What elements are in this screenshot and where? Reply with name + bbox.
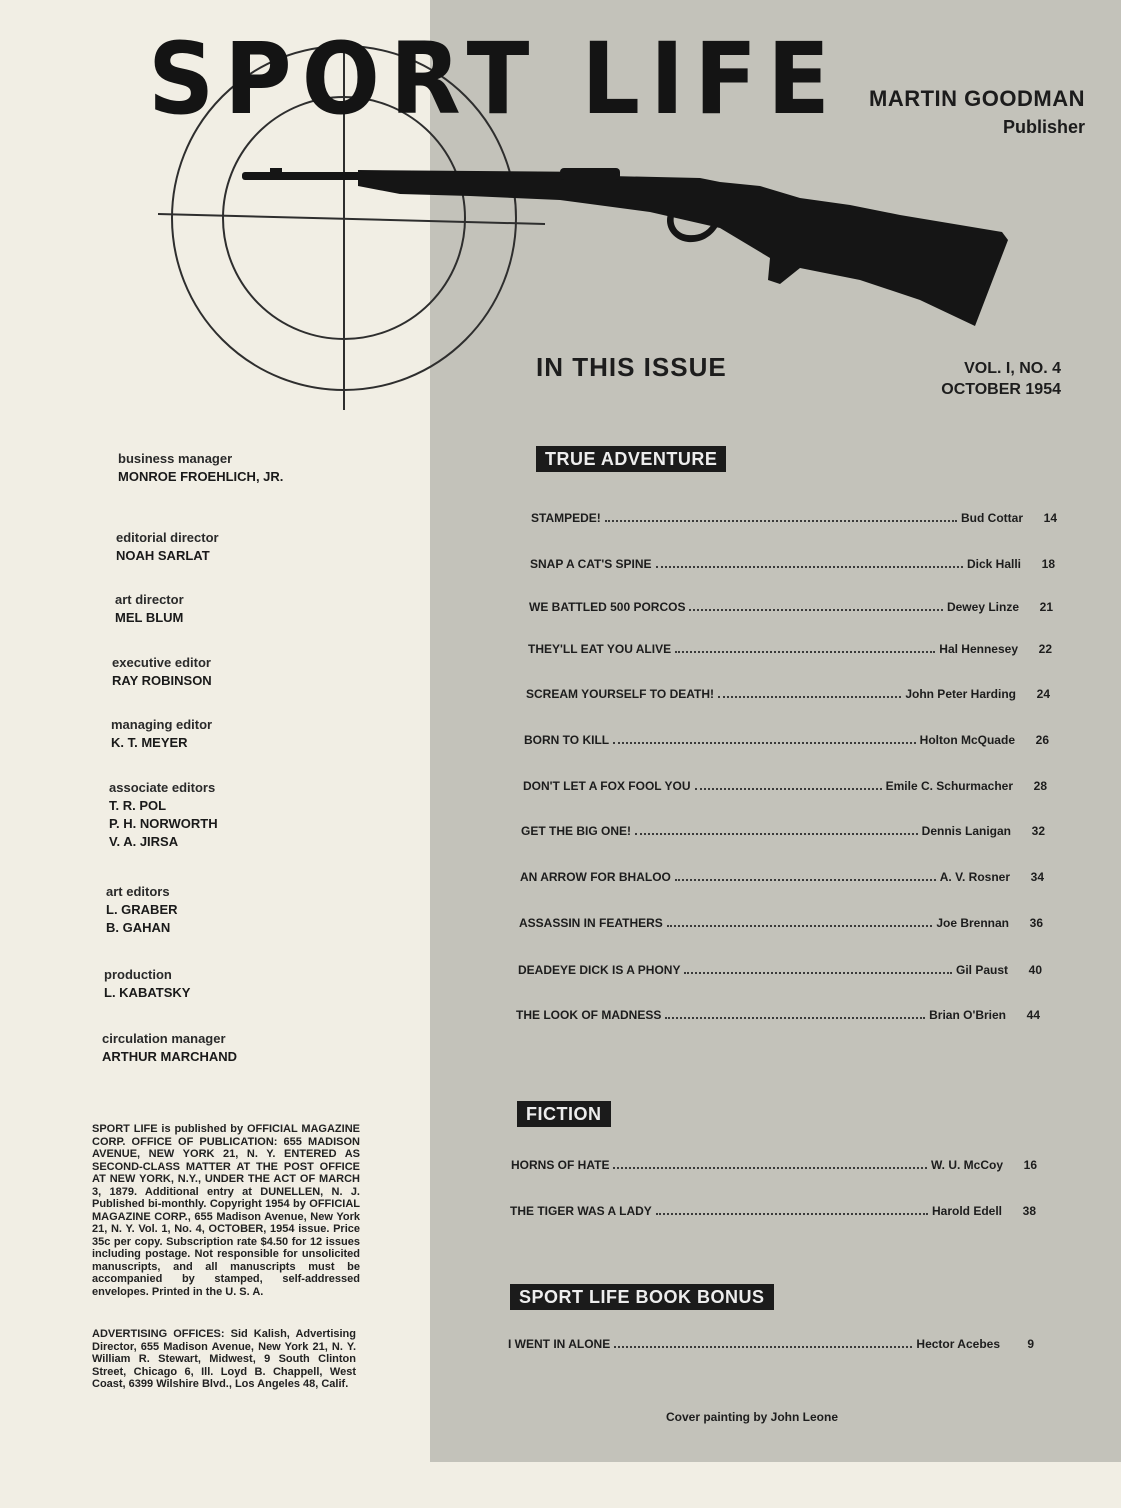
story-title: THE LOOK OF MADNESS [516,1008,662,1022]
paper-margin [430,1462,1121,1508]
staff-entry [102,1031,237,1064]
story-page: 36 [1029,916,1043,930]
section-book-bonus: SPORT LIFE BOOK BONUS [510,1284,774,1310]
story-author: Gil Paust [955,963,1008,977]
story-author: Dick Halli [966,557,1021,571]
staff-role: editorial director [116,530,219,545]
story-title: STAMPEDE! [531,511,601,525]
staff-name: B. GAHAN [106,920,171,935]
story-page: 34 [1030,870,1044,884]
story-page: 44 [1026,1008,1040,1022]
staff-role: business manager [118,451,233,466]
story-title: SNAP A CAT'S SPINE [530,557,652,571]
staff-entry [104,967,190,1000]
story-author: W. U. McCoy [930,1158,1003,1172]
story-title: THE TIGER WAS A LADY [510,1204,652,1218]
story-title: AN ARROW FOR BHALOO [520,870,671,884]
story-title: ASSASSIN IN FEATHERS [519,916,663,930]
toc-row [529,599,1053,617]
story-author: Dennis Lanigan [921,824,1011,838]
staff-entry [116,530,219,563]
staff-name: T. R. POL [109,798,167,813]
story-author: Hal Hennesey [939,642,1018,656]
staff-role: art director [115,592,184,607]
story-title: DEADEYE DICK IS A PHONY [518,963,681,977]
toc-row [516,1007,1040,1025]
staff-name: L. GRABER [106,902,178,917]
staff-entry [106,884,178,935]
story-title: BORN TO KILL [524,733,610,747]
story-title: DON'T LET A FOX FOOL YOU [523,779,691,793]
issue-date: OCTOBER 1954 [941,381,1061,398]
section-true-adventure: TRUE ADVENTURE [536,446,726,472]
staff-role: managing editor [111,717,213,732]
story-author: Hector Acebes [916,1337,1000,1351]
story-page: 22 [1038,642,1052,656]
toc-row [521,823,1045,841]
staff-name: RAY ROBINSON [112,673,212,688]
masthead-title: SPORT LIFE [148,21,840,137]
story-author: Brian O'Brien [929,1008,1006,1022]
issue-volume: VOL. I, NO. 4 [964,360,1061,377]
story-page: 18 [1041,557,1055,571]
story-page: 24 [1036,687,1050,701]
cover-credit: Cover painting by John Leone [666,1410,839,1424]
staff-role: art editors [106,884,170,899]
staff-name: ARTHUR MARCHAND [102,1049,238,1064]
story-page: 16 [1023,1158,1037,1172]
story-page: 26 [1035,733,1049,747]
story-title: HORNS OF HATE [511,1158,610,1172]
staff-role: circulation manager [102,1031,226,1046]
staff-entry [112,655,212,688]
toc-row [508,1336,1034,1354]
staff-name: L. KABATSKY [104,985,191,1000]
story-author: Joe Brennan [936,916,1009,930]
issue-heading: IN THIS ISSUE [536,352,727,382]
toc-row [520,869,1044,887]
story-author: A. V. Rosner [939,870,1010,884]
story-page: 32 [1031,824,1045,838]
story-author: John Peter Harding [905,687,1016,701]
publication-info: SPORT LIFE is published by OFFICIAL MAGAZINE CORP. OFFICE OF PUBLICATION: 655 MADISON AVENUE, NEW YORK 21, N. Y. ENTERED AS SECOND-CLASS MATTER AT THE POST OFFICE AT NEW YORK, N.Y., UNDER THE ACT OF MARCH 3, 1879. Additional entry at DUNELLEN, N. J. Published bi-monthly. Copyright 1954 by OFFICIAL MAGAZINE CORP., 655 Madison Avenue, New York 21, N. Y. Vol. 1, No. 4, OCTOBER, 1954 issue. Price 35c per copy. Subscription rate $4.50 for 12 issues including postage. Not responsible for unsolicited manuscripts, and all manuscripts must be accompanied by stamped, self-addressed envelopes. Printed in the U. S. A. [92,1123,360,1298]
story-author: Holton McQuade [919,733,1015,747]
publisher-title: Publisher [1002,117,1085,137]
story-title: I WENT IN ALONE [508,1337,611,1351]
story-page: 28 [1033,779,1047,793]
toc-row [530,556,1055,574]
story-page: 14 [1043,511,1057,525]
toc-row [518,962,1042,980]
staff-name: MEL BLUM [115,610,184,625]
section-fiction: FICTION [517,1101,611,1127]
rifle-icon [242,168,1008,326]
toc-row [510,1203,1036,1221]
staff-entry [109,780,218,849]
staff-role: executive editor [112,655,211,670]
staff-name: MONROE FROEHLICH, JR. [118,469,284,484]
story-author: Bud Cottar [961,511,1023,525]
story-title: SCREAM YOURSELF TO DEATH! [526,687,715,701]
staff-name: V. A. JIRSA [109,834,179,849]
toc-row [528,641,1052,659]
staff-entry [115,592,184,625]
staff-entry [118,451,283,484]
story-title: GET THE BIG ONE! [521,824,632,838]
staff-entry [111,717,212,750]
advertising-info: ADVERTISING OFFICES: Sid Kalish, Advertising Director, 655 Madison Avenue, New York 21, N. Y. William R. Stewart, Midwest, 9 South Clinton Street, Chicago 6, Ill. Loyd B. Chappell, West Coast, 6399 Wilshire Blvd., Los Angeles 48, Calif. [92,1328,356,1390]
staff-name: NOAH SARLAT [116,548,210,563]
staff-name: P. H. NORWORTH [109,816,218,831]
toc-row [526,686,1050,704]
story-page: 9 [1027,1337,1034,1351]
story-title: THEY'LL EAT YOU ALIVE [528,642,672,656]
staff-role: production [104,967,172,982]
toc-row [511,1157,1037,1175]
toc-row [519,915,1043,933]
toc-row [531,510,1057,528]
story-page: 40 [1028,963,1042,977]
story-author: Emile C. Schurmacher [885,779,1013,793]
story-page: 38 [1022,1204,1036,1218]
staff-role: associate editors [109,780,216,795]
toc-row [523,778,1047,796]
story-page: 21 [1039,600,1053,614]
story-author: Dewey Linze [946,600,1019,614]
story-author: Harold Edell [931,1204,1002,1218]
publisher-name: MARTIN GOODMAN [869,86,1085,111]
toc-row [524,732,1049,750]
story-title: WE BATTLED 500 PORCOS [529,600,686,614]
issue-info [941,358,1061,400]
staff-name: K. T. MEYER [111,735,188,750]
